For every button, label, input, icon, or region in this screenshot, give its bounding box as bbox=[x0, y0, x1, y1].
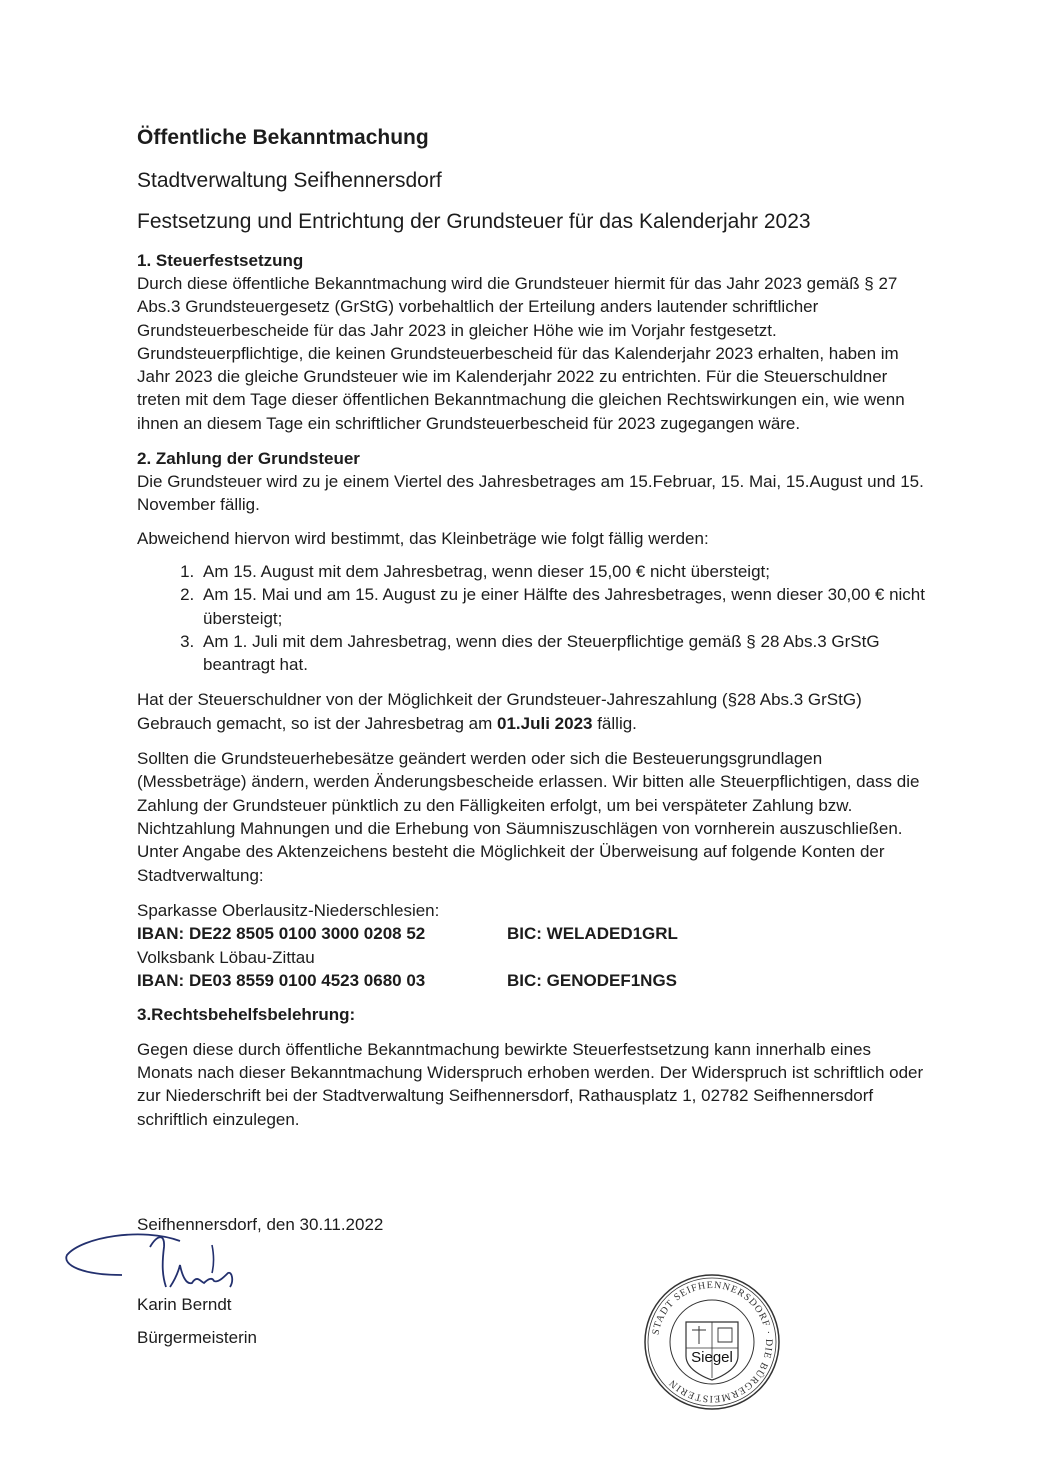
signer-role: Bürgermeisterin bbox=[137, 1328, 257, 1347]
document-body bbox=[137, 126, 927, 1131]
bank-account-row bbox=[137, 969, 927, 993]
document-title: Öffentliche Bekanntmachung bbox=[137, 126, 429, 149]
handwritten-signature bbox=[62, 1225, 277, 1305]
bank-account-row bbox=[137, 922, 927, 946]
signature-block bbox=[137, 1215, 917, 1445]
bic: BIC: WELADED1GRL bbox=[507, 924, 678, 944]
annual-payment-suffix: fällig. bbox=[592, 713, 637, 733]
bank-accounts bbox=[137, 899, 927, 993]
bank-name: Volksbank Löbau-Zittau bbox=[137, 947, 315, 967]
section-3-text: Gegen diese durch öffentliche Bekanntmachung bewirkte Steuerfestsetzung kann innerhalb eines Monats nach dieser Bekanntmachung Widerspruch erhoben werden. Der Widerspruch ist schriftlich oder zur Niederschrift bei der Stadtverwaltung Seifhennersdorf, Rathausplatz 1, 02782 Seifhennersdorf schriftlich einzulegen. bbox=[137, 1039, 924, 1129]
section-1-heading: 1. Steuerfestsetzung bbox=[137, 251, 304, 270]
section-3-heading: 3.Rechtsbehelfsbelehrung: bbox=[137, 1004, 356, 1024]
section-2-heading: 2. Zahlung der Grundsteuer bbox=[137, 449, 360, 469]
section-2-text: Die Grundsteuer wird zu je einem Viertel des Jahresbetrages am 15.Februar, 15. Mai, 15.August und 15. November fällig. bbox=[137, 472, 924, 515]
list-item: 1. Am 15. August mit dem Jahresbetrag, wenn dieser 15,00 € nicht übersteigt; bbox=[199, 560, 927, 583]
annual-payment-date: 01.Juli 2023 bbox=[497, 713, 593, 733]
annual-payment-paragraph bbox=[137, 688, 927, 735]
small-amounts-list bbox=[137, 560, 927, 676]
list-item: 2. Am 15. Mai und am 15. August zu je einer Hälfte des Jahresbetrages, wenn dieser 30,00 € nicht übersteigt; bbox=[199, 583, 927, 630]
iban: IBAN: DE22 8505 0100 3000 0208 52 bbox=[137, 924, 426, 944]
place-date: Seifhennersdorf, den 30.11.2022 bbox=[137, 1215, 384, 1234]
payment-notice: Sollten die Grundsteuerhebesätze geändert werden oder sich die Besteuerungsgrundlagen (Messbeträge) ändern, werden Änderungsbescheide erlassen. Wir bitten alle Steuerpflichtigen, dass die Zahlung der Grundsteuer pünktlich zu den Fälligkeiten erfolgt, um bei verspäteter Zahlung bzw. Nichtzahlung Mahnungen und die Erhebung von Säumniszuschlägen von vornherein auszuschließen. Unter Angabe des Aktenzeichens besteht die Möglichkeit der Überweisung auf folgende Konten der Stadtverwaltung: bbox=[137, 749, 920, 885]
signer-name: Karin Berndt bbox=[137, 1295, 232, 1314]
official-seal bbox=[642, 1272, 782, 1412]
seal-label: Siegel bbox=[691, 1349, 733, 1366]
iban: IBAN: DE03 8559 0100 4523 0680 03 bbox=[137, 971, 426, 991]
section-2-intro: Abweichend hiervon wird bestimmt, das Kleinbeträge wie folgt fällig werden: bbox=[137, 528, 709, 548]
annual-payment-text: Hat der Steuerschuldner von der Möglichkeit der Grundsteuer-Jahreszahlung (§28 Abs.3 GrStG) Gebrauch gemacht, so ist der Jahresbetrag am bbox=[137, 690, 862, 733]
document-subject: Festsetzung und Entrichtung der Grundsteuer für das Kalenderjahr 2023 bbox=[137, 210, 811, 233]
list-item: 3. Am 1. Juli mit dem Jahresbetrag, wenn dies der Steuerpflichtige gemäß § 28 Abs.3 GrStG beantragt hat. bbox=[199, 630, 927, 677]
svg-text:STADT SEIFHENNERSDORF · DIE BÜ: STADT SEIFHENNERSDORF · DIE BÜRGERMEISTERIN bbox=[650, 1279, 775, 1405]
section-1-text: Durch diese öffentliche Bekanntmachung wird die Grundsteuer hiermit für das Jahr 2023 gemäß § 27 Abs.3 Grundsteuergesetz (GrStG) vorbehaltlich der Erteilung anders lautender schriftlicher Grundsteuerbescheide für das Jahr 2023 in gleicher Höhe wie im Vorjahr festgesetzt. Grundsteuerpflichtige, die keinen Grundsteuerbescheid für das Kalenderjahr 2023 erhalten, haben im Jahr 2023 die gleiche Grundsteuer wie im Kalenderjahr 2022 zu entrichten. Für die Steuerschuldner treten mit dem Tage dieser öffentlichen Bekanntmachung die gleichen Rechtswirkungen ein, wie wenn ihnen an diesem Tage ein schriftlicher Grundsteuerbescheid für 2023 zugegangen wäre. bbox=[137, 274, 905, 433]
issuing-authority: Stadtverwaltung Seifhennersdorf bbox=[137, 169, 442, 192]
bic: BIC: GENODEF1NGS bbox=[507, 971, 678, 991]
bank-name: Sparkasse Oberlausitz-Niederschlesien: bbox=[137, 900, 440, 920]
